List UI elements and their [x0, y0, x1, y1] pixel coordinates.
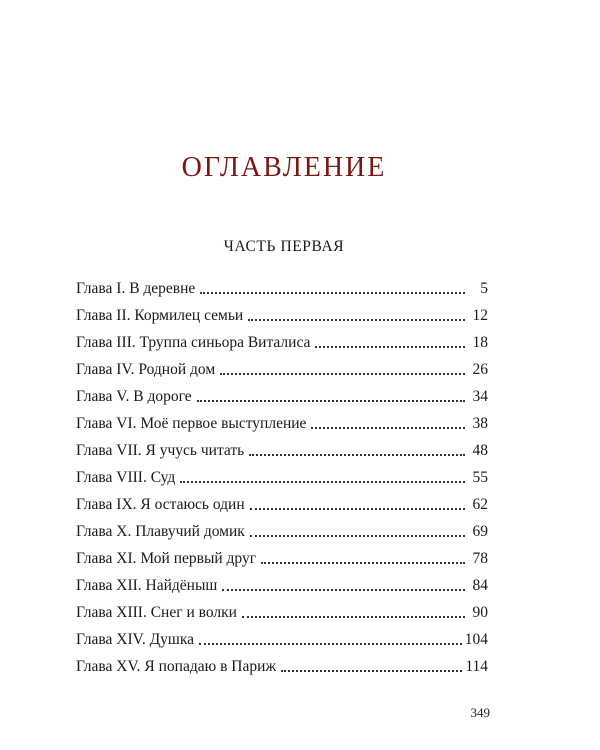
chapter-page-number: 34 — [472, 388, 488, 405]
dot-leader — [200, 292, 465, 294]
chapter-page-number: 26 — [472, 361, 488, 378]
chapter-page-number: 62 — [472, 496, 488, 513]
chapter-title: Глава XI. Мой первый друг — [76, 550, 257, 567]
dot-leader — [242, 616, 465, 618]
chapter-page-number: 84 — [472, 577, 488, 594]
dot-leader — [250, 508, 465, 510]
chapter-page-number: 5 — [480, 280, 488, 297]
chapter-title: Глава IV. Родной дом — [76, 361, 216, 378]
dot-leader — [199, 643, 462, 645]
page-number: 349 — [470, 705, 490, 720]
toc-entry[interactable] — [76, 622, 488, 649]
chapter-page-number: 114 — [465, 658, 488, 675]
dot-leader — [281, 670, 462, 672]
chapter-page-number: 48 — [472, 442, 488, 459]
dot-leader — [261, 562, 465, 564]
chapter-title: Глава X. Плавучий домик — [76, 523, 245, 540]
chapter-title: Глава VI. Моё первое выступление — [76, 415, 307, 432]
dot-leader — [315, 346, 465, 348]
chapter-page-number: 104 — [464, 631, 488, 648]
chapter-page-number: 69 — [472, 523, 488, 540]
toc-entry[interactable] — [76, 460, 488, 487]
chapter-title: Глава II. Кормилец семьи — [76, 307, 244, 324]
dot-leader — [249, 454, 465, 456]
dot-leader — [222, 589, 465, 591]
chapter-title: Глава VII. Я учусь читать — [76, 442, 245, 459]
toc-entry[interactable] — [76, 568, 488, 595]
chapter-page-number: 90 — [472, 604, 488, 621]
chapter-title: Глава I. В деревне — [76, 280, 196, 297]
dot-leader — [248, 319, 465, 321]
toc-entry[interactable] — [76, 487, 488, 514]
toc-entry[interactable] — [76, 325, 488, 352]
chapter-title: Глава XV. Я попадаю в Париж — [76, 658, 277, 675]
toc-entry[interactable] — [76, 514, 488, 541]
part-title: ЧАСТЬ ПЕРВАЯ — [223, 238, 345, 255]
chapter-title: Глава III. Труппа синьора Виталиса — [76, 334, 311, 351]
dot-leader — [197, 400, 465, 402]
chapter-title: Глава V. В дороге — [76, 388, 192, 405]
chapter-page-number: 78 — [472, 550, 488, 567]
chapter-page-number: 12 — [472, 307, 488, 324]
chapter-page-number: 18 — [472, 334, 488, 351]
toc-entry[interactable] — [76, 298, 488, 325]
toc-entry[interactable] — [76, 433, 488, 460]
dot-leader — [220, 373, 465, 375]
chapter-title: Глава XII. Найдёныш — [76, 577, 218, 594]
dot-leader — [180, 481, 465, 483]
toc-entry[interactable] — [76, 406, 488, 433]
chapter-title: Глава IX. Я остаюсь один — [76, 496, 245, 513]
chapter-title: Глава VIII. Суд — [76, 469, 176, 486]
toc-entry[interactable] — [76, 379, 488, 406]
dot-leader — [250, 535, 465, 537]
toc-entry[interactable] — [76, 541, 488, 568]
toc-entry[interactable] — [76, 595, 488, 622]
chapter-title: Глава XIII. Снег и волки — [76, 604, 237, 621]
chapter-page-number: 55 — [472, 469, 488, 486]
toc-entry[interactable] — [76, 352, 488, 379]
page-title: ОГЛАВЛЕНИЕ — [181, 152, 387, 183]
chapter-title: Глава XIV. Душка — [76, 631, 195, 648]
toc-entry[interactable] — [76, 649, 488, 676]
chapter-page-number: 38 — [472, 415, 488, 432]
chapter-list — [76, 271, 488, 676]
dot-leader — [311, 427, 465, 429]
toc-entry[interactable] — [76, 271, 488, 298]
